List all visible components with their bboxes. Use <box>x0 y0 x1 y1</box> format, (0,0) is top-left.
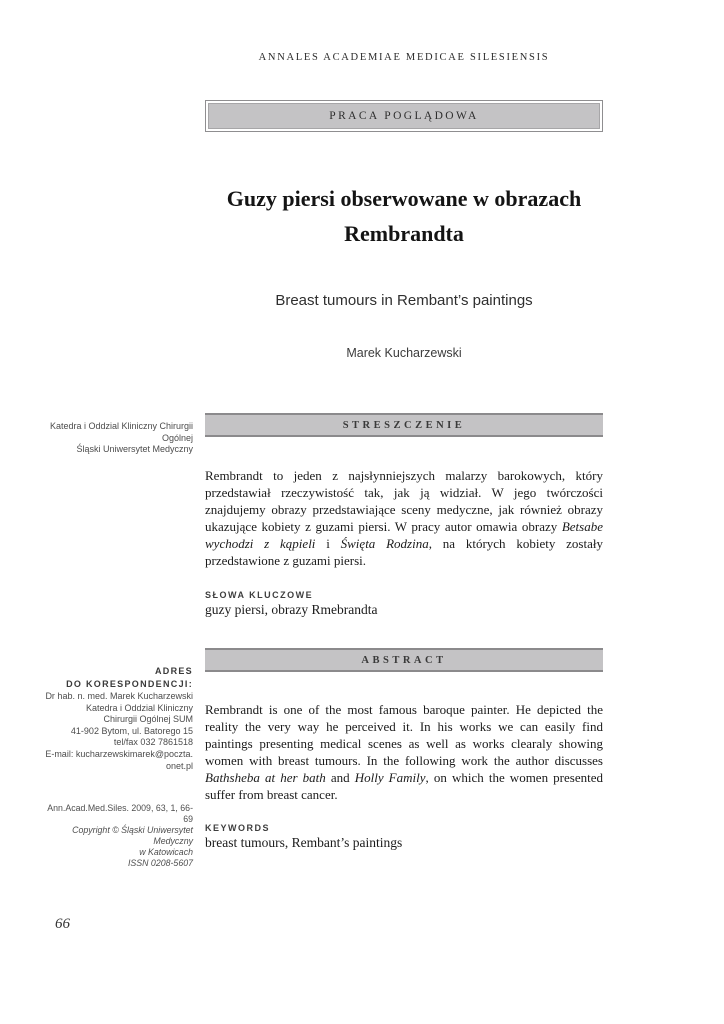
keywords-label: KEYWORDS <box>205 823 271 833</box>
article-title-line-2: Rembrandta <box>344 221 464 246</box>
journal-issn: ISSN 0208-5607 <box>127 858 193 868</box>
article-type-box <box>205 100 603 132</box>
slowa-kluczowe-text: guzy piersi, obrazy Rmebrandta <box>205 602 378 617</box>
streszczenie-heading-bar: STRESZCZENIE <box>205 413 603 437</box>
page-number: 66 <box>55 916 70 932</box>
correspondence-line: Dr hab. n. med. Marek Kucharzewski <box>45 691 193 701</box>
correspondence-line: tel/fax 032 7861518 <box>113 737 193 748</box>
slowa-kluczowe-label: SŁOWA KLUCZOWE <box>205 590 314 600</box>
correspondence-email: E-mail: kucharzewskimarek@poczta. <box>45 748 193 759</box>
abstract-body: Rembrandt is one of the most famous baroque painter. He depicted the reality the very way he perceived it. In his works we can easily find paintings presenting medical scenes as well as works clearaly showing women with breast tumours. In the following work the author discusses Bathsheba at her bath and Holly Family, on which the women presented suffer from breast cancer. <box>205 702 603 802</box>
streszczenie-body: Rembrandt to jeden z najsłynniejszych malarzy barokowych, który przedstawiał rzeczywistość tak, jak ją widział. W jego twórczości znajdujemy obrazy przedstawiające sceny medyczne, jak również obrazy ukazujące kobiety z guzami piersi. W pracy autor omawia obrazy Betsabe wychodzi z kąpieli i Święta Rodzina, na których kobiety zostały przedstawione z guzami piersi. <box>205 468 603 568</box>
article-author: Marek Kucharzewski <box>346 346 462 360</box>
affiliation-line: Śląski Uniwersytet Medyczny <box>76 444 193 455</box>
correspondence-line: 41-902 Bytom, ul. Batorego 15 <box>70 725 193 736</box>
correspondence-block <box>40 665 193 772</box>
keywords-text: breast tumours, Rembant’s paintings <box>205 835 403 850</box>
article-title <box>205 181 603 251</box>
abstract-heading-bar: ABSTRACT <box>205 648 603 672</box>
affiliation-line: Katedra i Oddzial Kliniczny Chirurgii Ogólnej <box>49 421 193 443</box>
article-title-line-1: Guzy piersi obserwowane w obrazach <box>226 186 582 211</box>
correspondence-email-cont: onet.pl <box>165 760 193 771</box>
journal-info-block <box>40 803 193 869</box>
journal-copyright-line: Copyright © Śląski Uniwersytet Medyczny <box>72 825 193 846</box>
journal-citation: Ann.Acad.Med.Siles. 2009, 63, 1, 66-69 <box>47 803 193 824</box>
article-subtitle: Breast tumours in Rembant’s paintings <box>275 292 533 309</box>
journal-header: ANNALES ACADEMIAE MEDICAE SILESIENSIS <box>258 52 550 63</box>
correspondence-line: Katedra i Oddzial Kliniczny <box>85 702 193 713</box>
affiliation-block <box>40 421 193 456</box>
correspondence-label-line: DO KORESPONDENCJI: <box>66 679 193 689</box>
correspondence-label-line: ADRES <box>154 666 193 676</box>
journal-copyright-line: w Katowicach <box>139 847 193 857</box>
article-type-label: PRACA POGLĄDOWA <box>208 103 600 129</box>
correspondence-line: Chirurgii Ogólnej SUM <box>103 714 193 725</box>
